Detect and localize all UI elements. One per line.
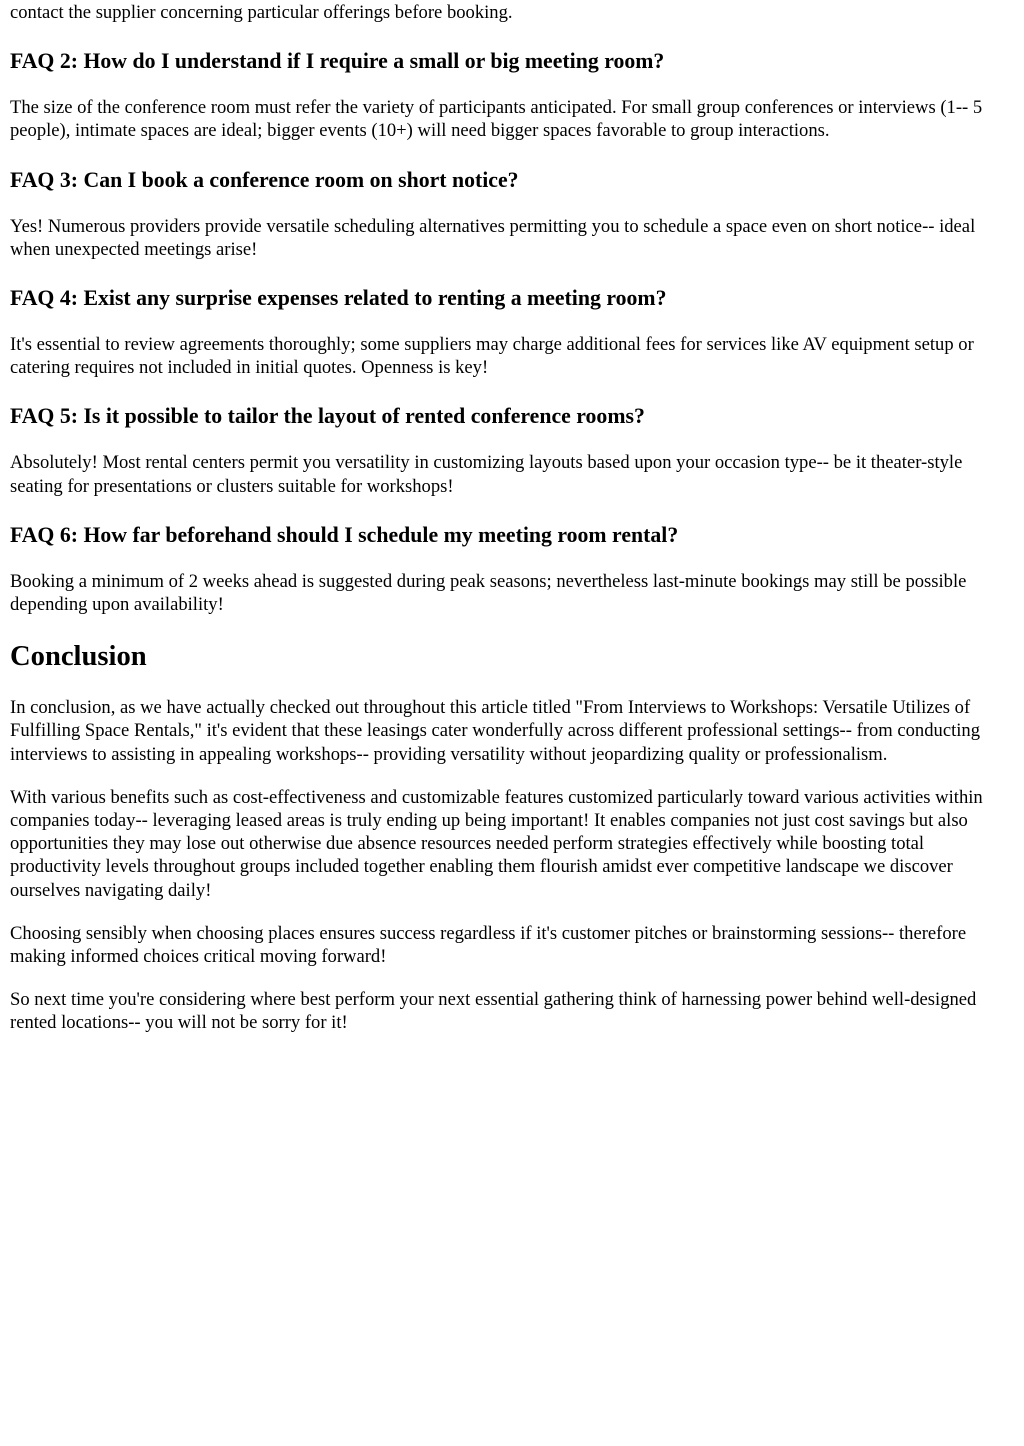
faq-3-answer: Yes! Numerous providers provide versatile scheduling alternatives permitting you to schedule a space even on short notice-- ideal when unexpected meetings arise! [10,215,976,260]
faq-4-question: FAQ 4: Exist any surprise expenses related to renting a meeting room? [10,286,667,311]
lead-paragraph: contact the supplier concerning particular offerings before booking. [10,2,513,23]
faq-2-question: FAQ 2: How do I understand if I require a small or big meeting room? [10,49,665,74]
faq-6-answer: Booking a minimum of 2 weeks ahead is suggested during peak seasons; nevertheless last-minute bookings may still be possible depending upon availability! [10,570,967,616]
faq-3-question: FAQ 3: Can I book a conference room on short notice? [10,167,519,192]
faq-5-answer: Absolutely! Most rental centers permit you versatility in customizing layouts based upon your occasion type-- be it theater-style seating for presentations or clusters suitable for workshops! [10,452,963,497]
conclusion-paragraph-3: Choosing sensibly when choosing places ensures success regardless if it's customer pitches or brainstorming sessions-- therefore making informed choices critical moving forward! [10,922,967,968]
faq-5-question: FAQ 5: Is it possible to tailor the layout of rented conference rooms? [10,404,645,429]
conclusion-heading: Conclusion [10,641,147,673]
conclusion-paragraph-4: So next time you're considering where best perform your next essential gathering think of harnessing power behind well-designed rented locations-- you will not be sorry for it! [10,989,977,1034]
faq-6-question: FAQ 6: How far beforehand should I schedule my meeting room rental? [10,522,679,547]
faq-2-answer: The size of the conference room must refer the variety of participants anticipated. For small group conferences or interviews (1-- 5 people), intimate spaces are ideal; bigger events (10+) will need bigger spaces favorable to group interactions. [10,97,983,142]
conclusion-paragraph-2: With various benefits such as cost-effectiveness and customizable features customized particularly toward various activities within companies today-- leveraging leased areas is truly ending up being important! It enables companies not just cost savings but also opportunities they may lose out otherwise due absence resources needed perform strategies effectively while boosting total productivity levels throughout groups included together enabling them flourish amidst ever competitive landscape we discover ourselves navigating daily! [10,786,983,901]
faq-4-answer: It's essential to review agreements thoroughly; some suppliers may charge additional fees for services like AV equipment setup or catering requires not included in initial quotes. Openness is key! [10,334,974,379]
conclusion-paragraph-1: In conclusion, as we have actually checked out throughout this article titled "From Interviews to Workshops: Versatile Utilizes of Fulfilling Space Rentals," it's evident that these leasings cater wonderfully across different professional settings-- from conducting interviews to assisting in appealing workshops-- providing versatility without jeopardizing quality or professionalism. [10,697,980,765]
